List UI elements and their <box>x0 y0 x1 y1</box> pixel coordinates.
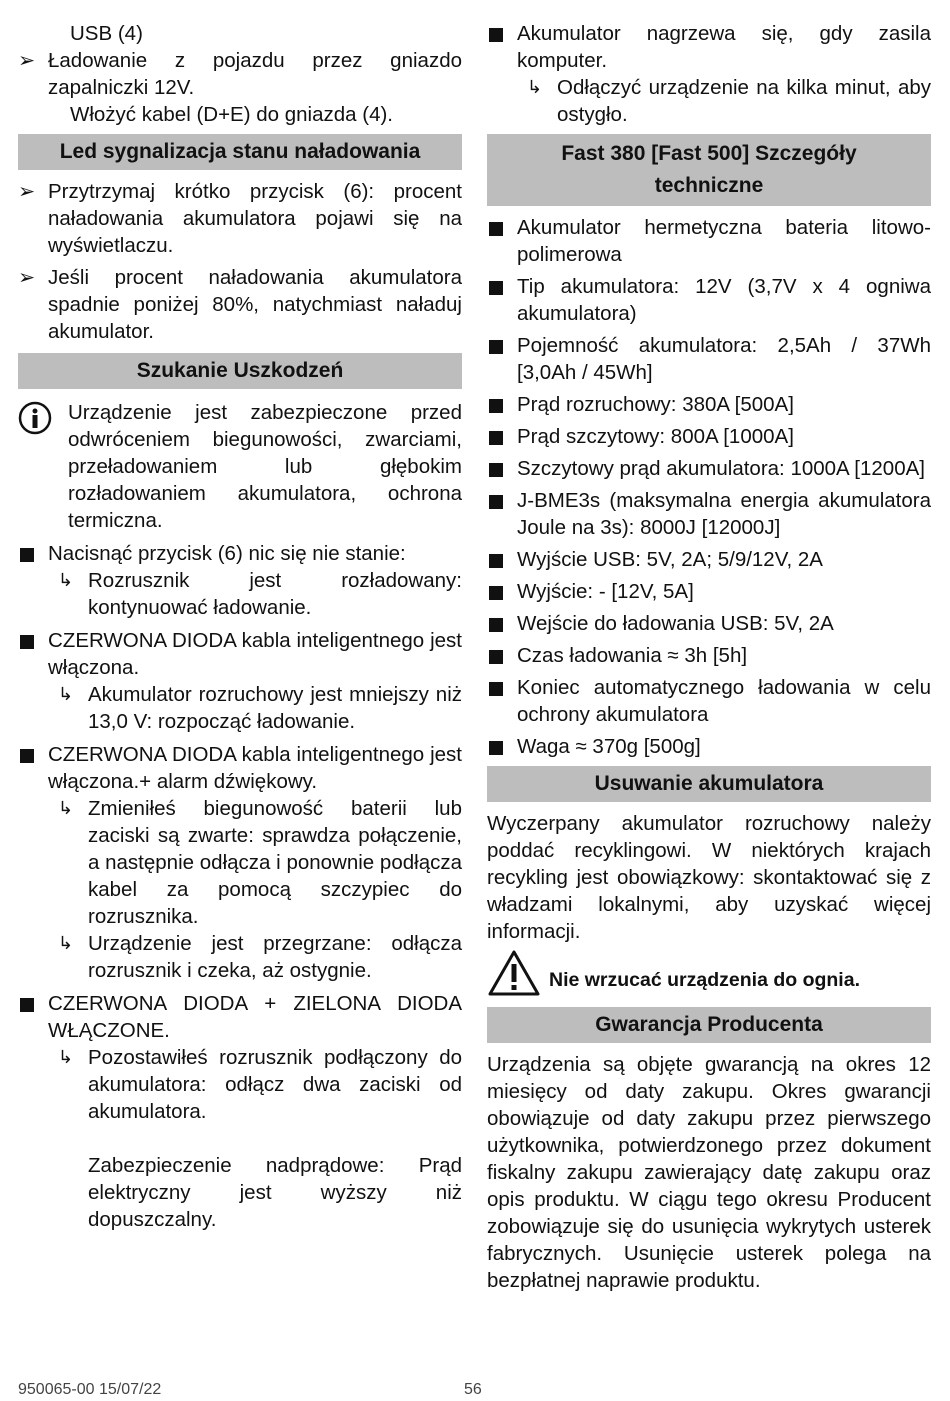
square-bullet-icon <box>489 28 503 42</box>
sub-item-fault-1: ↳ Rozrusznik jest rozładowany: kontynuować ładowanie. <box>58 569 462 619</box>
list-item-fault-4: CZERWONA DIODA + ZIELONA DIODA WŁĄCZONE. <box>18 990 462 1044</box>
heading-specs: Fast 380 [Fast 500] Szczegóły techniczne <box>487 134 931 206</box>
list-item-charge-vehicle: ➢ Ładowanie z pojazdu przez gniazdo zapalniczki 12V. <box>18 49 462 99</box>
square-bullet-icon <box>489 650 503 664</box>
left-column <box>18 20 462 1233</box>
warning-text: Nie wrzucać urządzenia do ognia. <box>549 969 860 991</box>
list-item-fault-1: Nacisnąć przycisk (6) nic się nie stanie: <box>18 540 462 567</box>
sub-item-fault-3a: ↳ Zmieniłeś biegunowość baterii lub zaciski są zwarte: sprawdza połączenie, a następnie odłącza i ponownie podłącza kabel za pomocą szczypiec do rozrusznika. <box>58 797 462 928</box>
sub-item-heat: ↳ Odłączyć urządzenie na kilka minut, aby ostygło. <box>527 76 931 126</box>
heading-disposal: Usuwanie akumulatora <box>487 766 931 802</box>
square-bullet-icon <box>489 586 503 600</box>
warning-block <box>487 949 931 1001</box>
square-bullet-icon <box>489 554 503 568</box>
spec-item: Wejście do ładowania USB: 5V, 2A <box>487 610 931 637</box>
heading-led: Led sygnalizacja stanu naładowania <box>18 134 462 170</box>
spec-item: Szczytowy prąd akumulatora: 1000A [1200A] <box>487 455 931 482</box>
square-bullet-icon <box>20 749 34 763</box>
spec-item: Prąd rozruchowy: 380A [500A] <box>487 391 931 418</box>
warranty-text: Urządzenia są objęte gwarancją na okres 12 miesięcy od daty zakupu. Okres gwarancji obowiązuje od daty zakupu przez pierwszego użytkownika, potwierdzonego przez dokument fiskalny zakupu zawierający datę zakupu oraz opis produktu. W ciągu tego okresu Producent zobowiązuje się do usunięcia wykrytych usterek fabrycznych. Usunięcie usterek polega na bezpłatnej naprawie produktu. <box>487 1053 931 1292</box>
hook-arrow-icon: ↳ <box>58 684 74 704</box>
square-bullet-icon <box>20 548 34 562</box>
list-item-fault-2: CZERWONA DIODA kabla inteligentnego jest włączona. <box>18 627 462 681</box>
arrow-bullet-icon: ➢ <box>18 180 36 203</box>
document-code: 950065-00 15/07/22 <box>18 1381 162 1398</box>
heading-warranty: Gwarancja Producenta <box>487 1007 931 1043</box>
square-bullet-icon <box>489 399 503 413</box>
arrow-bullet-icon: ➢ <box>18 266 36 289</box>
square-bullet-icon <box>20 998 34 1012</box>
spec-item: Wyjście USB: 5V, 2A; 5/9/12V, 2A <box>487 546 931 573</box>
usb-line: USB (4) <box>70 22 143 45</box>
spec-item: Prąd szczytowy: 800A [1000A] <box>487 423 931 450</box>
sub-item-fault-2: ↳ Akumulator rozruchowy jest mniejszy niż 13,0 V: rozpocząć ładowanie. <box>58 683 462 733</box>
list-item-heat: Akumulator nagrzewa się, gdy zasila komputer. <box>487 20 931 74</box>
hook-arrow-icon: ↳ <box>527 77 543 97</box>
spec-item: Akumulator hermetyczna bateria litowo-polimerowa <box>487 214 931 268</box>
spec-item: Tip akumulatora: 12V (3,7V x 4 ogniwa akumulatora) <box>487 273 931 327</box>
list-item-fault-3: CZERWONA DIODA kabla inteligentnego jest włączona.+ alarm dźwiękowy. <box>18 741 462 795</box>
hook-arrow-icon: ↳ <box>58 798 74 818</box>
spec-item: Czas ładowania ≈ 3h [5h] <box>487 642 931 669</box>
square-bullet-icon <box>489 463 503 477</box>
disposal-text: Wyczerpany akumulator rozruchowy należy poddać recyklingowi. W niektórych krajach recykling jest obowiązkowy: skontaktować się z władzami lokalnymi, aby uzyskać więcej informacji. <box>487 812 931 943</box>
spec-item: Wyjście: - [12V, 5A] <box>487 578 931 605</box>
square-bullet-icon <box>20 635 34 649</box>
spec-item: Pojemność akumulatora: 2,5Ah / 37Wh [3,0Ah / 45Wh] <box>487 332 931 386</box>
list-item-led-2: ➢ Jeśli procent naładowania akumulatora spadnie poniżej 80%, natychmiast naładuj akumulator. <box>18 266 462 343</box>
square-bullet-icon <box>489 431 503 445</box>
spec-item: J-BME3s (maksymalna energia akumulatora Joule na 3s): 8000J [12000J] <box>487 487 931 541</box>
arrow-bullet-icon: ➢ <box>18 49 36 72</box>
heading-troubleshooting: Szukanie Uszkodzeń <box>18 353 462 389</box>
info-block <box>18 399 462 534</box>
sub-item-fault-4: ↳ Pozostawiłeś rozrusznik podłączony do akumulatora: odłącz dwa zaciski od akumulatora. Zabezpieczenie nadprądowe: Prąd elektryczny jest wyższy niż dopuszczalny. <box>58 1046 462 1231</box>
page-number: 56 <box>464 1381 482 1398</box>
hook-arrow-icon: ↳ <box>58 933 74 953</box>
square-bullet-icon <box>489 495 503 509</box>
square-bullet-icon <box>489 682 503 696</box>
sub-item-fault-3b: ↳ Urządzenie jest przegrzane: odłącza rozrusznik i czeka, aż ostygnie. <box>58 932 462 982</box>
list-item-led-1: ➢ Przytrzymaj krótko przycisk (6): procent naładowania akumulatora pojawi się na wyświetlaczu. <box>18 180 462 257</box>
specs-list <box>487 214 931 760</box>
spec-item: Waga ≈ 370g [500g] <box>487 733 931 760</box>
square-bullet-icon <box>489 281 503 295</box>
hook-arrow-icon: ↳ <box>58 570 74 590</box>
info-icon <box>18 401 52 435</box>
info-text: Urządzenie jest zabezpieczone przed odwróceniem biegunowości, zwarciami, przeładowaniem lub głębokim rozładowaniem akumulatora, ochrona termiczna. <box>68 401 462 532</box>
insert-cable-text: Włożyć kabel (D+E) do gniazda (4). <box>70 103 394 126</box>
right-column <box>487 20 931 1294</box>
spec-item: Koniec automatycznego ładowania w celu ochrony akumulatora <box>487 674 931 728</box>
warning-icon <box>487 949 541 997</box>
hook-arrow-icon: ↳ <box>58 1047 74 1067</box>
overcurrent-text: Zabezpieczenie nadprądowe: Prąd elektryczny jest wyższy niż dopuszczalny. <box>88 1154 462 1231</box>
square-bullet-icon <box>489 618 503 632</box>
square-bullet-icon <box>489 340 503 354</box>
square-bullet-icon <box>489 741 503 755</box>
square-bullet-icon <box>489 222 503 236</box>
